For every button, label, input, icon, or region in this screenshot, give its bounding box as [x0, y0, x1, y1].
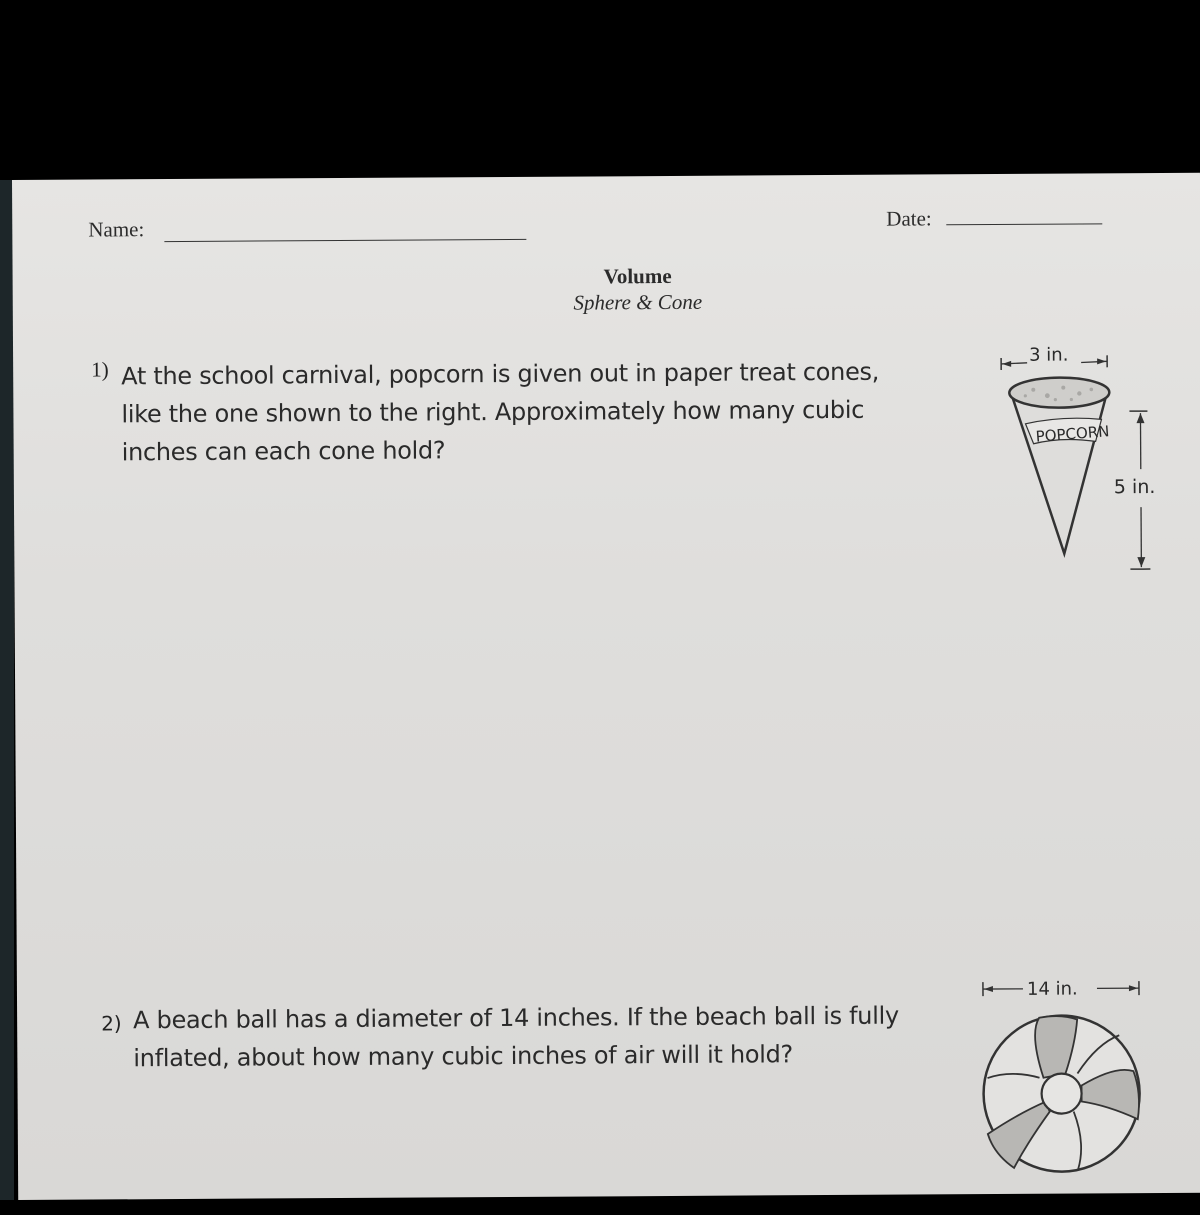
popcorn-cone-figure [983, 333, 1184, 579]
popcorn-cone-icon [983, 333, 1184, 574]
question-1-text: At the school carnival, popcorn is given out in paper treat cones, like the one shown to the right. Approximately how many cubic inches can each cone hold? [121, 353, 912, 472]
name-blank-line [164, 239, 526, 242]
question-2-text: A beach ball has a diameter of 14 inches. If the beach ball is fully inflated, about how many cubic inches of air will it hold? [133, 996, 933, 1077]
cone-height-label: 5 in. [1114, 476, 1156, 498]
background-edge [0, 180, 14, 1200]
date-label: Date: [886, 206, 932, 231]
beach-ball-figure [957, 973, 1178, 1209]
name-label: Name: [88, 217, 144, 242]
beach-ball-icon [957, 973, 1178, 1204]
worksheet-subtitle: Sphere & Cone [463, 289, 813, 316]
question-1-number: 1) [91, 357, 109, 382]
cone-label-text: POPCORN [1035, 422, 1110, 446]
date-blank-line [946, 223, 1102, 225]
question-2-number: 2) [101, 1011, 122, 1035]
cone-width-label: 3 in. [1029, 345, 1068, 366]
worksheet-page [12, 173, 1200, 1200]
ball-diameter-label: 14 in. [1027, 979, 1078, 1000]
worksheet-title: Volume [463, 263, 813, 290]
